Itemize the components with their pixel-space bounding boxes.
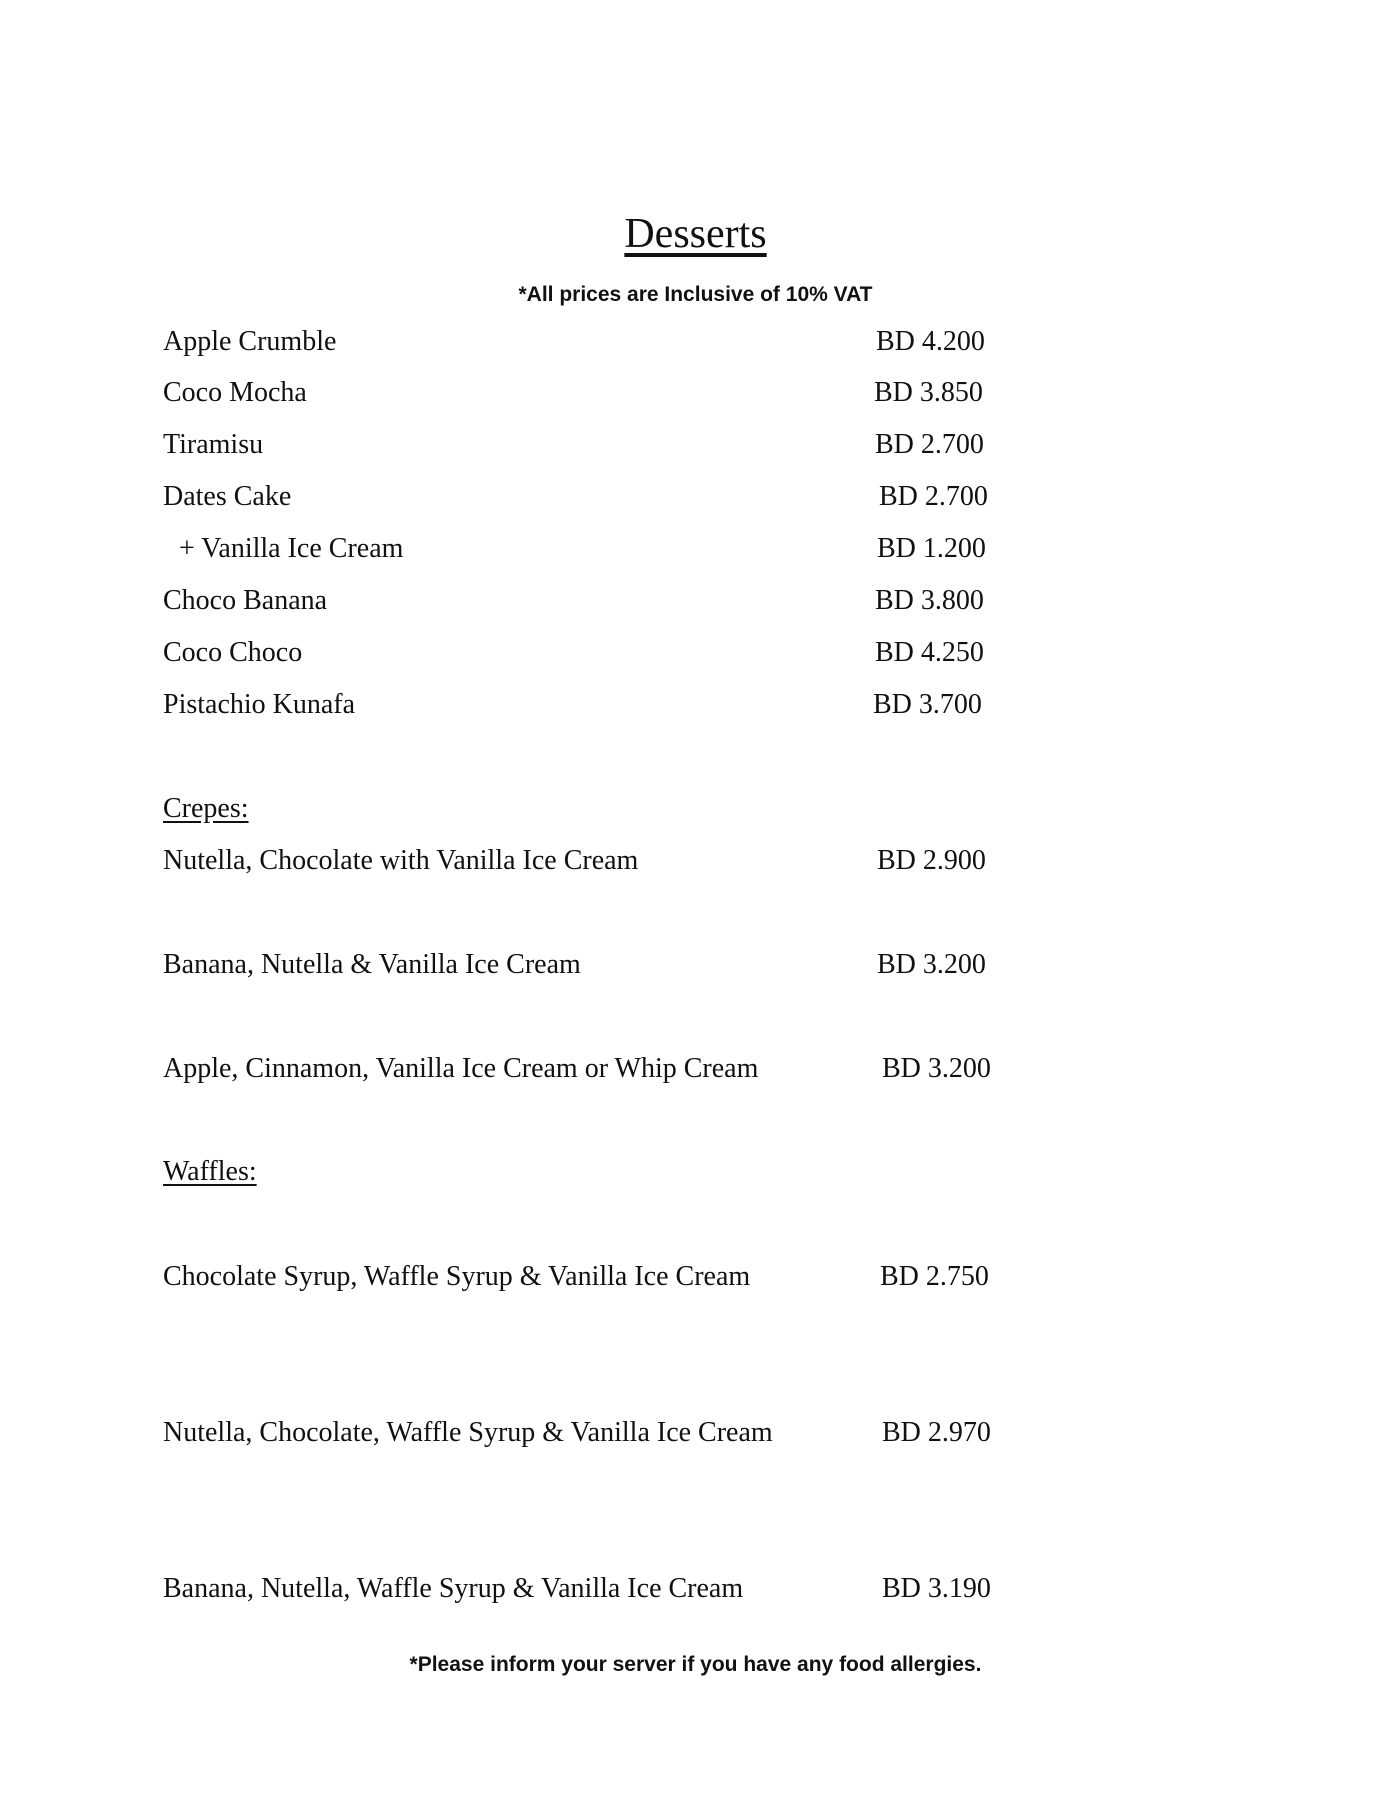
item-name: Dates Cake (163, 481, 292, 512)
section-label-waffles: Waffles: (163, 1156, 257, 1187)
item-price: BD 3.800 (875, 585, 984, 616)
item-name: Choco Banana (163, 585, 328, 616)
page-title: Desserts (624, 211, 767, 257)
item-name: Banana, Nutella & Vanilla Ice Cream (163, 949, 581, 980)
vat-note: *All prices are Inclusive of 10% VAT (518, 283, 873, 306)
item-name: Coco Mocha (163, 377, 307, 408)
item-price: BD 2.700 (879, 481, 988, 512)
item-price: BD 1.200 (877, 533, 986, 564)
item-price: BD 3.850 (874, 377, 983, 408)
list-item (163, 1417, 1003, 1457)
item-name: Apple Crumble (163, 326, 337, 357)
item-name: Chocolate Syrup, Waffle Syrup & Vanilla Ice Cream (163, 1261, 751, 1292)
list-item (163, 845, 1003, 885)
list-item (163, 1573, 1003, 1613)
item-price: BD 3.190 (882, 1573, 991, 1604)
item-name: Tiramisu (163, 429, 264, 460)
list-item (163, 689, 1003, 729)
list-item (163, 585, 1003, 625)
item-price: BD 3.200 (877, 949, 986, 980)
item-name: Nutella, Chocolate with Vanilla Ice Cream (163, 845, 639, 876)
list-item (163, 533, 1003, 573)
item-price: BD 3.700 (873, 689, 982, 720)
item-name: + Vanilla Ice Cream (179, 533, 404, 564)
list-item (163, 949, 1003, 989)
list-item (163, 377, 1003, 417)
item-price: BD 3.200 (882, 1053, 991, 1084)
item-price: BD 2.900 (877, 845, 986, 876)
list-item (163, 429, 1003, 469)
allergy-note: *Please inform your server if you have any food allergies. (409, 1653, 982, 1676)
item-name: Banana, Nutella, Waffle Syrup & Vanilla Ice Cream (163, 1573, 744, 1604)
item-name: Nutella, Chocolate, Waffle Syrup & Vanilla Ice Cream (163, 1417, 773, 1448)
item-name: Pistachio Kunafa (163, 689, 356, 720)
item-price: BD 2.970 (882, 1417, 991, 1448)
item-price: BD 4.200 (876, 326, 985, 357)
list-item (163, 326, 1003, 366)
item-price: BD 2.700 (875, 429, 984, 460)
item-name: Apple, Cinnamon, Vanilla Ice Cream or Whip Cream (163, 1053, 759, 1084)
list-item (163, 637, 1003, 677)
list-item (163, 1053, 1003, 1093)
item-name: Coco Choco (163, 637, 303, 668)
list-item (163, 481, 1003, 521)
item-price: BD 4.250 (875, 637, 984, 668)
list-item (163, 1261, 1003, 1301)
section-label-crepes: Crepes: (163, 793, 249, 824)
item-price: BD 2.750 (880, 1261, 989, 1292)
